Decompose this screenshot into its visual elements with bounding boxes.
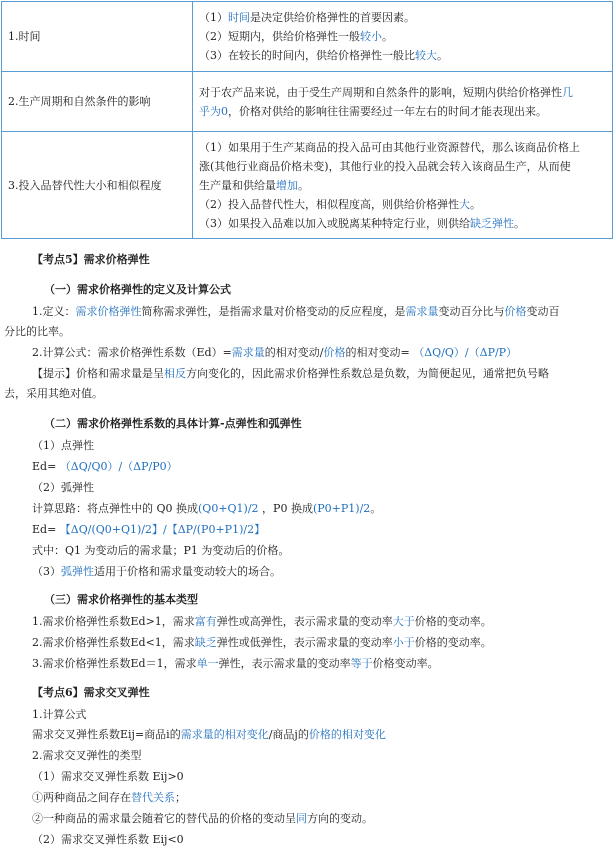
body-line: [32, 522, 265, 538]
text-span: （3）: [32, 565, 61, 578]
body-line: [32, 769, 184, 785]
text-span: 。: [370, 502, 382, 515]
description-line: [199, 138, 606, 157]
table-row: [2, 72, 613, 132]
description-cell: [193, 72, 613, 132]
text-span: 变动百分比与: [438, 305, 505, 318]
text-span: （2）需求交叉弹性系数 Eij<0: [32, 833, 184, 846]
highlight-text: 时间: [228, 11, 250, 24]
text-span: （2）投入品替代性大，相似程度高，则供给价格弹性: [199, 197, 459, 211]
body-line: [32, 707, 87, 723]
text-span: 。: [437, 49, 448, 62]
highlight-text: 同: [296, 812, 307, 825]
highlight-text: 等于: [350, 657, 373, 670]
body-line: [32, 501, 381, 517]
description-line: [199, 157, 606, 176]
section-heading: [44, 592, 198, 608]
highlight-text: 较大: [415, 49, 437, 62]
text-span: 需求交叉弹性系数Eij=商品i的: [32, 728, 181, 741]
body-line: [32, 543, 289, 559]
highlight-text: 大: [459, 197, 470, 211]
text-span: ①两种商品之间存在: [32, 791, 131, 804]
highlight-text: 需求量的相对变化: [180, 728, 269, 741]
highlight-text: 【ΔQ/(Q0+Q1)/2】/【ΔP/(P0+P1)/2】: [59, 523, 266, 536]
factor-cell: 3.投入品替代性大小和相似程度: [2, 132, 193, 239]
highlight-text: (Q0+Q1)/2: [198, 502, 259, 515]
highlight-text: （ΔQ/Q0）/（ΔP/P0）: [59, 460, 178, 473]
body-line: [4, 324, 70, 340]
text-span: （三）需求价格弹性的基本类型: [44, 593, 198, 606]
highlight-text: 乎为0: [199, 104, 228, 118]
text-span: （二）需求价格弹性系数的具体计算-点弹性和弧弹性: [44, 417, 302, 430]
text-span: 【提示】价格和需求量是呈: [32, 367, 164, 380]
text-span: 价格的变动率。: [414, 615, 492, 628]
text-span: ；: [175, 791, 186, 804]
text-span: 方向变化的，因此需求价格弹性系数总是负数，为简便起见，通常把负号略: [186, 367, 549, 380]
text-span: 方向的变动。: [307, 812, 373, 825]
highlight-text: 几: [562, 85, 573, 99]
text-span: 。: [514, 216, 525, 230]
text-span: （2）弧弹性: [32, 481, 94, 494]
highlight-text: 相反: [164, 367, 186, 380]
highlight-text: 弧弹性: [61, 565, 94, 578]
text-span: 弹性或低弹性，表示需求量的变动率: [216, 636, 393, 649]
body-line: [32, 438, 94, 454]
description-line: [199, 46, 606, 65]
text-span: /商品j的: [268, 728, 309, 741]
text-span: 涨(其他行业商品价格未变)，其他行业的投入品就会转入该商品生产，从而使: [199, 159, 571, 173]
text-span: 【考点5】需求价格弹性: [32, 253, 150, 266]
highlight-text: 缺乏: [194, 636, 217, 649]
text-span: 2.计算公式：需求价格弹性系数（Ed）=: [32, 346, 232, 359]
text-span: 变动百: [526, 305, 560, 318]
text-span: （2）短期内，供给价格弹性一般: [199, 30, 360, 43]
section-heading: [32, 252, 150, 268]
highlight-text: 需求价格弹性: [75, 305, 142, 318]
body-line: [32, 480, 94, 496]
text-span: 分比的比率。: [4, 325, 70, 338]
body-line: [32, 459, 178, 475]
highlight-text: （ΔQ/Q）/（ΔP/P）: [413, 346, 518, 359]
text-span: 去，采用其绝对值。: [4, 387, 103, 400]
highlight-text: 大于: [392, 615, 415, 628]
highlight-text: 富有: [194, 615, 217, 628]
text-span: 1.需求价格弹性系数Ed>1，需求: [32, 615, 195, 628]
body-line: [4, 386, 103, 402]
text-span: 弹性或高弹性，表示需求量的变动率: [216, 615, 393, 628]
body-line: [32, 811, 373, 827]
body-line: [32, 614, 492, 630]
highlight-text: 价格: [323, 346, 346, 359]
text-span: （3）在较长的时间内，供给价格弹性一般比: [199, 49, 415, 62]
table-row: [2, 132, 613, 239]
highlight-text: 较小: [360, 30, 382, 43]
description-line: [199, 83, 606, 102]
description-cell: [193, 2, 613, 72]
highlight-text: 价格: [504, 305, 527, 318]
text-span: （1）: [199, 11, 228, 24]
text-span: ，价格对供给的影响往往需要经过一年左右的时间才能表现出来。: [228, 104, 547, 118]
section-heading: [44, 416, 302, 432]
section-heading: [32, 685, 150, 701]
factor-cell: 2.生产周期和自然条件的影响: [2, 72, 193, 132]
text-span: （一）需求价格弹性的定义及计算公式: [44, 283, 231, 296]
text-span: 2.需求交叉弹性的类型: [32, 749, 142, 762]
highlight-text: 需求量: [405, 305, 439, 318]
factor-cell: 1.时间: [2, 2, 193, 72]
description-line: [199, 27, 606, 46]
text-span: 的相对变动=: [345, 346, 414, 359]
text-span: （3）如果投入品难以加入或脱离某种特定行业，则供给: [199, 216, 470, 230]
text-span: 计算思路：将点弹性中的 Q0 换成: [32, 502, 199, 515]
text-span: ，P0 换成: [258, 502, 313, 515]
body-line: [32, 366, 549, 382]
elasticity-factor-table: [1, 1, 613, 239]
text-span: 简称需求弹性，是指需求量对价格变动的反应程度，是: [141, 305, 406, 318]
text-span: 式中：Q1 为变动后的需求量；P1 为变动后的价格。: [32, 544, 290, 557]
text-span: 价格的变动率。: [414, 636, 492, 649]
body-line: [32, 345, 517, 361]
section-heading: [44, 282, 231, 298]
body-line: [32, 790, 186, 806]
text-span: 。: [470, 197, 481, 211]
highlight-text: (P0+P1)/2: [312, 502, 371, 515]
text-span: （1）需求交叉弹性系数 Eij>0: [32, 770, 184, 783]
text-span: 1.定义：: [32, 305, 76, 318]
description-line: [199, 195, 606, 214]
body-line: [32, 748, 142, 764]
body-line: [32, 656, 439, 672]
text-span: 弹性，表示需求量的变动率: [218, 657, 351, 670]
highlight-text: 缺乏弹性: [470, 216, 514, 230]
text-span: 生产量和供给量: [199, 178, 276, 192]
text-span: 2.需求价格弹性系数Ed<1，需求: [32, 636, 195, 649]
highlight-text: 价格的相对变化: [308, 728, 386, 741]
text-span: 1.计算公式: [32, 708, 87, 721]
highlight-text: 单一: [196, 657, 219, 670]
body-line: [32, 635, 492, 651]
text-span: 是决定供给价格弹性的首要因素。: [250, 11, 415, 24]
text-span: 价格变动率。: [372, 657, 439, 670]
body-line: [32, 564, 281, 580]
description-line: [199, 176, 606, 195]
text-span: 【考点6】需求交叉弹性: [32, 686, 150, 699]
table-row: [2, 2, 613, 72]
description-line: [199, 214, 606, 233]
body-line: [32, 832, 184, 848]
description-line: [199, 8, 606, 27]
text-span: 的相对变动/: [264, 346, 324, 359]
text-span: 适用于价格和需求量变动较大的场合。: [94, 565, 281, 578]
text-span: ②一种商品的需求量会随着它的替代品的价格的变动呈: [32, 812, 296, 825]
text-span: 对于农产品来说，由于受生产周期和自然条件的影响，短期内供给价格弹性: [199, 85, 562, 99]
highlight-text: 替代关系: [131, 791, 175, 804]
text-span: 3.需求价格弹性系数Ed＝1，需求: [32, 657, 197, 670]
body-line: [32, 304, 560, 320]
text-span: （1）如果用于生产某商品的投入品可由其他行业资源替代，那么该商品价格上: [199, 140, 580, 154]
text-span: 。: [382, 30, 393, 43]
text-span: Ed=: [32, 523, 60, 536]
text-span: Ed=: [32, 460, 60, 473]
highlight-text: 需求量: [231, 346, 265, 359]
body-line: [32, 727, 386, 743]
highlight-text: 小于: [392, 636, 415, 649]
description-line: [199, 102, 606, 121]
text-span: （1）点弹性: [32, 439, 94, 452]
description-cell: [193, 132, 613, 239]
text-span: 。: [298, 178, 309, 192]
highlight-text: 增加: [276, 178, 298, 192]
